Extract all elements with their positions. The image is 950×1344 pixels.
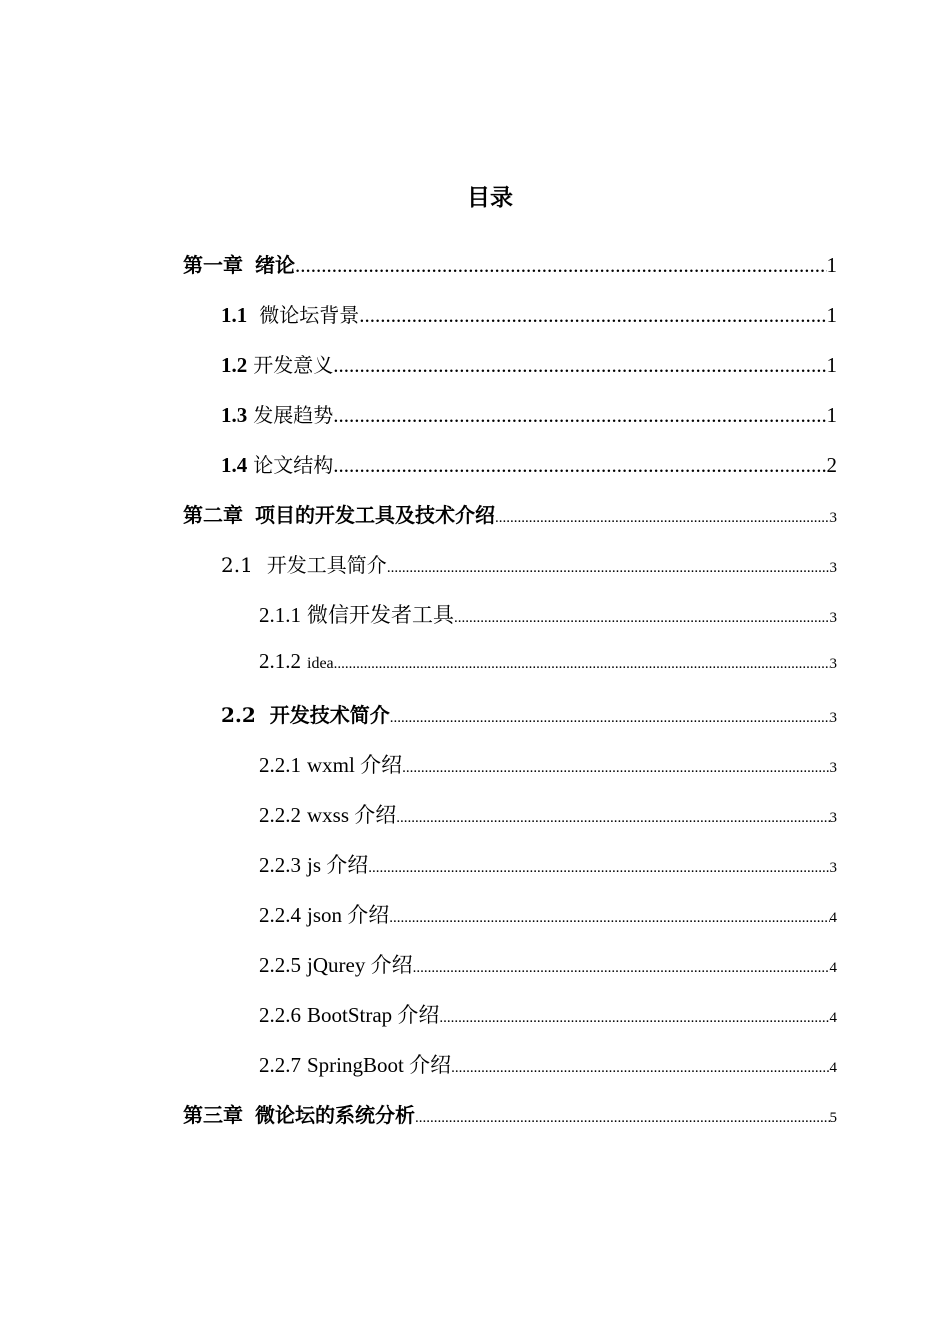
toc-dot-leader — [333, 353, 826, 378]
toc-entry-label: 微论坛的系统分析 — [255, 1103, 415, 1127]
toc-entry-number: 2.1 — [221, 553, 253, 577]
toc-entry-label: 微信开发者工具 — [307, 603, 454, 627]
toc-entry-section-1-1[interactable] — [221, 299, 837, 349]
toc-entry-subsection-2-2-4[interactable] — [259, 899, 837, 949]
toc-entry-subsection-2-2-6[interactable] — [259, 999, 837, 1049]
toc-entry-label: jQurey 介绍 — [307, 953, 413, 977]
toc-entry-page: 3 — [829, 610, 837, 626]
toc-entry-page: 3 — [829, 710, 837, 726]
toc-dot-leader — [451, 1060, 829, 1077]
toc-entry-label: wxss 介绍 — [307, 803, 397, 827]
toc-entry-chapter-1[interactable] — [183, 249, 837, 299]
toc-entry-page: 3 — [829, 810, 837, 826]
toc-entry-label: SpringBoot 介绍 — [307, 1053, 452, 1077]
toc-dot-leader — [454, 610, 830, 627]
toc-entry-page: 3 — [829, 656, 837, 672]
toc-entry-subsection-2-2-3[interactable] — [259, 849, 837, 899]
toc-entry-section-2-1[interactable] — [221, 549, 837, 599]
toc-entry-number: 第三章 — [183, 1103, 243, 1127]
toc-entry-subsection-2-1-2[interactable] — [259, 649, 837, 699]
toc-dot-leader — [402, 760, 829, 777]
toc-entry-number: 2.2.1 — [259, 753, 301, 777]
toc-entry-label: 开发工具简介 — [266, 553, 387, 577]
toc-dot-leader — [389, 910, 829, 927]
toc-entry-label: 绪论 — [255, 253, 295, 277]
toc-entry-page: 1 — [826, 253, 837, 277]
toc-entry-label: 微论坛背景 — [259, 303, 360, 327]
toc-dot-leader — [415, 1110, 830, 1127]
toc-entry-number: 2.2 — [221, 703, 256, 727]
toc-entry-section-1-2[interactable] — [221, 349, 837, 399]
toc-entry-number: 1.2 — [221, 353, 248, 377]
toc-entry-subsection-2-2-5[interactable] — [259, 949, 837, 999]
toc-entry-label: 项目的开发工具及技术介绍 — [255, 503, 495, 527]
toc-entry-chapter-3[interactable] — [183, 1099, 837, 1149]
toc-entry-page: 3 — [829, 860, 837, 876]
toc-entry-label: BootStrap 介绍 — [307, 1003, 440, 1027]
toc-dot-leader — [359, 303, 826, 328]
toc-entry-label: 论文结构 — [253, 453, 334, 477]
toc-entry-page: 4 — [829, 960, 837, 976]
toc-entry-number: 2.2.3 — [259, 853, 301, 877]
toc-title: 目录 — [467, 185, 513, 211]
toc-entry-page: 4 — [829, 910, 837, 926]
toc-dot-leader — [396, 810, 829, 827]
toc-entry-number: 第二章 — [183, 503, 243, 527]
toc-entry-label: js 介绍 — [307, 853, 369, 877]
toc-entry-number: 2.1.1 — [259, 603, 301, 627]
toc-dot-leader — [334, 656, 830, 673]
toc-entry-chapter-2[interactable] — [183, 499, 837, 549]
toc-entry-page: 1 — [826, 353, 837, 377]
toc-entry-number: 2.2.7 — [259, 1053, 301, 1077]
toc-entry-number: 2.2.5 — [259, 953, 301, 977]
toc-entry-label: 开发技术简介 — [269, 703, 390, 727]
toc-entry-number: 1.3 — [221, 403, 248, 427]
toc-entry-number: 2.1.2 — [259, 649, 301, 673]
toc-entry-section-2-2[interactable] — [221, 699, 837, 749]
toc-entry-page: 5 — [829, 1110, 837, 1126]
toc-entry-number: 2.2.4 — [259, 903, 301, 927]
toc-dot-leader — [333, 453, 826, 478]
toc-entry-subsection-2-1-1[interactable] — [259, 599, 837, 649]
toc-entry-label: 发展趋势 — [253, 403, 334, 427]
toc-entry-label: json 介绍 — [307, 903, 390, 927]
toc-entry-number: 2.2.2 — [259, 803, 301, 827]
toc-dot-leader — [368, 860, 829, 877]
toc-entry-page: 4 — [829, 1060, 837, 1076]
toc-dot-leader — [333, 403, 826, 428]
toc-entry-label: idea — [307, 655, 334, 672]
toc-entry-section-1-3[interactable] — [221, 399, 837, 449]
toc-entry-page: 1 — [826, 403, 837, 427]
toc-entry-page: 3 — [829, 560, 837, 576]
toc-dot-leader — [413, 960, 830, 977]
toc-entry-page: 4 — [829, 1010, 837, 1026]
toc-dot-leader — [390, 710, 830, 727]
toc-entry-number: 1.1 — [221, 303, 248, 327]
toc-dot-leader — [295, 253, 827, 278]
toc-entry-subsection-2-2-1[interactable] — [259, 749, 837, 799]
toc-entry-page: 2 — [826, 453, 837, 477]
toc-dot-leader — [387, 560, 830, 577]
toc-entry-number: 第一章 — [183, 253, 243, 277]
toc-dot-leader — [495, 510, 830, 527]
toc-entry-page: 3 — [829, 760, 837, 776]
toc-dot-leader — [439, 1010, 829, 1027]
toc-entry-subsection-2-2-7[interactable] — [259, 1049, 837, 1099]
toc-entry-label: 开发意义 — [253, 353, 334, 377]
toc-entry-label: wxml 介绍 — [307, 753, 403, 777]
toc-entry-number: 1.4 — [221, 453, 248, 477]
toc-entry-number: 2.2.6 — [259, 1003, 301, 1027]
toc-entry-page: 1 — [826, 303, 837, 327]
toc-entry-section-1-4[interactable] — [221, 449, 837, 499]
toc-entry-subsection-2-2-2[interactable] — [259, 799, 837, 849]
toc-entry-page: 3 — [829, 510, 837, 526]
